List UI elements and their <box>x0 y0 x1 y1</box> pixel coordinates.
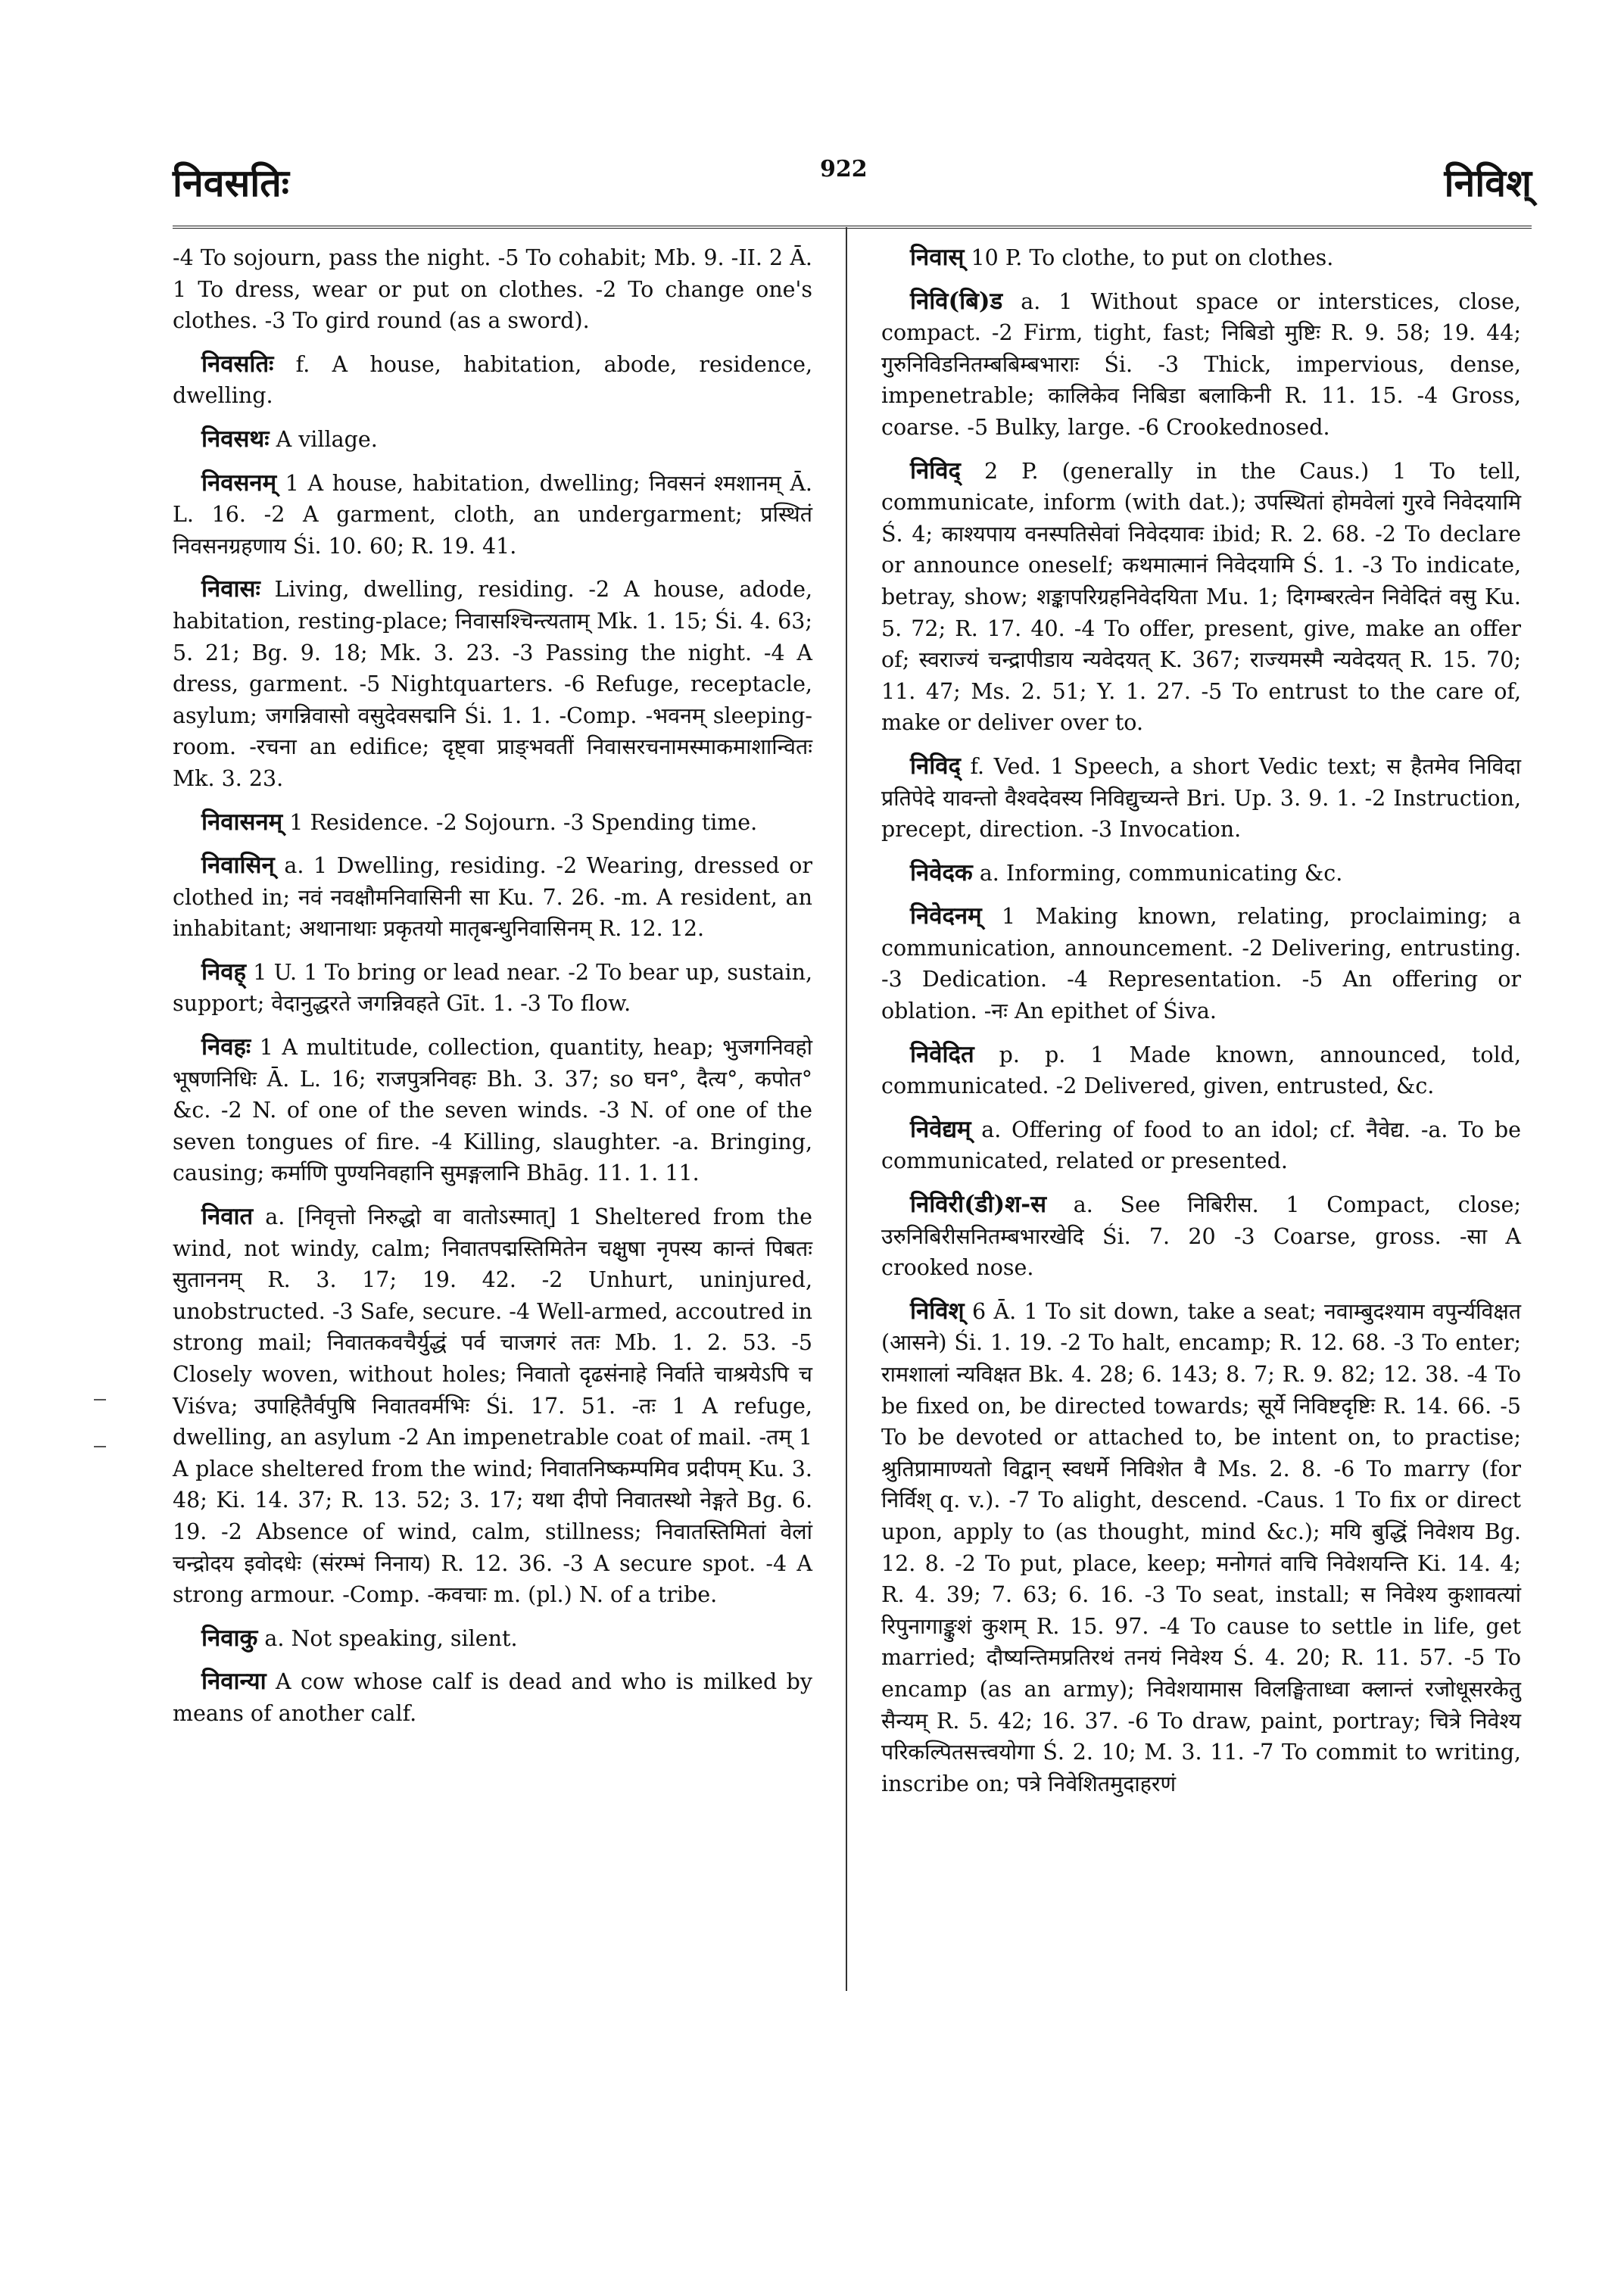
entry-headword: निविद् <box>910 752 961 780</box>
entry-headword: निवसथः <box>201 425 270 453</box>
entry <box>173 349 812 412</box>
entry-text: a. Not speaking, silent. <box>264 1625 518 1651</box>
entry <box>173 957 812 1020</box>
entry-text: a. 1 Without space or interstices, close, compact. -2 Firm, tight, fast; निबिडो मुष्टिः R. 9. 58; 19. 44; गुरुनिविडनितम्बबिम्बभाराः Śi. -3 Thick, impervious, dense, impenetrable; कालिकेव निबिडा बलाकिनी R. 11. 15. -4 Gross, coarse. -5 Bulky, large. -6 Crookednosed. <box>881 288 1521 440</box>
entry-headword: निवेदित <box>910 1040 974 1068</box>
entry-text: A village. <box>276 426 378 452</box>
entry <box>881 1296 1521 1800</box>
entry-text: 1 Making known, relating, proclaiming; a communication, announcement. -2 Delivering, entrusting. -3 Dedication. -4 Representation. -5 An offering or oblation. -नः An epithet of Śiva. <box>881 904 1521 1024</box>
entry <box>173 242 812 337</box>
entry-headword: निविरी(डी)श-स <box>910 1191 1047 1219</box>
entry <box>881 901 1521 1027</box>
entry <box>173 1623 812 1655</box>
entry <box>173 1666 812 1729</box>
entry-text: 2 P. (generally in the Caus.) 1 To tell, communicate, inform (with dat.); उपस्थितां होमवेलां गुरवे निवेदयामि Ś. 4; काश्यपाय वनस्पतिसेवां निवेदयावः ibid; R. 2. 68. -2 To declare or announce oneself; कथमात्मानं निवेदयामि Ś. 1. -3 To indicate, betray, show; शङ्कापरिग्रहनिवेदयिता Mu. 1; दिगम्बरत्वेन निवेदितं वसु Ku. 5. 72; R. 17. 40. -4 To offer, present, give, make an offer of; स्वराज्यं चन्द्रापीडाय न्यवेदयत् K. 367; राज्यमस्मै न्यवेदयत् R. 15. 70; 11. 47; Ms. 2. 51; Y. 1. 27. -5 To entrust to the care of, make or deliver over to. <box>881 458 1521 736</box>
entry-text: 10 P. To clothe, to put on clothes. <box>971 245 1334 270</box>
entry-headword: निवसतिः <box>201 350 274 378</box>
entry <box>881 456 1521 739</box>
entry <box>881 1114 1521 1177</box>
entry-headword: निवास् <box>910 244 965 271</box>
entry <box>881 1039 1521 1102</box>
entry-headword: निवहः <box>201 1033 251 1061</box>
entry-text: 1 U. 1 To bring or lead near. -2 To bear up, sustain, support; वेदानुद्धरते जगन्निवहते Gīt. 1. -3 To flow. <box>173 959 813 1017</box>
entry <box>173 850 812 945</box>
entry <box>881 1189 1521 1284</box>
page-header <box>173 148 1532 217</box>
entry-text: A cow whose calf is dead and who is milked by means of another calf. <box>173 1669 812 1726</box>
entry-headword: निवेद्यम् <box>910 1115 971 1143</box>
entry-text: Living, dwelling, residing. -2 A house, adode, habitation, resting-place; निवासश्चिन्त्यताम् Mk. 1. 15; Śi. 4. 63; 5. 21; Bg. 9. 18; Mk. 3. 23. -3 Passing the night. -4 A dress, garment. -5 Nightquarters. -6 Refuge, receptacle, asylum; जगन्निवासो वसुदेवसद्मनि Śi. 1. 1. -Comp. -भवनम् sleeping-room. -रचना an edifice; दृष्ट्वा प्राङ्भवतीं निवासरचनामस्माकमाशान्वितः Mk. 3. 23. <box>173 577 813 791</box>
entry-headword: निवह् <box>201 958 246 986</box>
entry <box>173 424 812 456</box>
entry-headword: निविद् <box>910 456 961 484</box>
entry-text: a. [निवृत्तो निरुद्धो वा वातोऽस्मात्] 1 Sheltered from the wind, not windy, calm; निवातपद्मस्तिमितेन चक्षुषा नृपस्य कान्तं पिबतः सुताननम् R. 3. 17; 19. 42. -2 Unhurt, uninjured, unobstructed. -3 Safe, secure. -4 Well-armed, accoutred in strong mail; निवातकवचैर्युद्धं पर्व चाजगरं ततः Mb. 1. 2. 53. -5 Closely woven, without holes; निवातो दृढसंनाहे निर्वाते चाश्रयेऽपि च Viśva; उपाहितैर्वपुषि निवातवर्मभिः Śi. 17. 51. -तः 1 A refuge, dwelling, an asylum -2 An impenetrable coat of mail. -तम् 1 A place sheltered from the wind; निवातनिष्कम्पमिव प्रदीपम् Ku. 3. 48; Ki. 14. 37; R. 13. 52; 3. 17; यथा दीपो निवातस्थो नेङ्गते Bg. 6. 19. -2 Absence of wind, calm, stillness; निवातस्तिमितां वेलां चन्द्रोदय इवोदधेः (संरम्भं निनाय) R. 12. 36. -3 A secure spot. -4 A strong armour. -Comp. -कवचाः m. (pl.) N. of a tribe. <box>173 1204 812 1608</box>
entry-text: -4 To sojourn, pass the night. -5 To cohabit; Mb. 9. -II. 2 Ā. 1 To dress, wear or put on clothes. -2 To change one's clothes. -3 To gird round (as a sword). <box>173 245 812 334</box>
entry <box>173 1032 812 1189</box>
entry-headword: निवासनम् <box>201 808 283 836</box>
entry <box>881 242 1521 274</box>
entry <box>173 807 812 839</box>
entry <box>173 1201 812 1611</box>
entry-headword: निवसनम् <box>201 469 277 497</box>
entry-text: a. 1 Dwelling, residing. -2 Wearing, dressed or clothed in; नवं नवक्षौमनिवासिनी सा Ku. 7. 26. -m. A resident, an inhabitant; अथानाथाः प्रकृतयो मातृबन्धुनिवासिनम् R. 12. 12. <box>173 853 813 942</box>
right-running-headword: निविश् <box>1444 160 1532 205</box>
entry-text: f. Ved. 1 Speech, a short Vedic text; स हैतमेव निविदा प्रतिपेदे यावन्तो वैश्वदेवस्य निविद्युच्यन्ते Bri. Up. 3. 9. 1. -2 Instruction, precept, direction. -3 Invocation. <box>881 753 1521 843</box>
entry-text: f. A house, habitation, abode, residence, dwelling. <box>173 351 812 409</box>
entry-headword: निवि(बि)ड <box>910 287 1003 315</box>
entry-text: a. Offering of food to an idol; cf. नैवेद्य. -a. To be communicated, related or presented. <box>881 1117 1521 1174</box>
entry-headword: निवाकु <box>201 1624 258 1652</box>
entry <box>881 286 1521 444</box>
page-number: 922 <box>820 156 868 182</box>
entry <box>881 858 1521 889</box>
entry-headword: निवात <box>201 1203 254 1231</box>
right-column <box>881 242 1521 1812</box>
left-running-headword: निवसतिः <box>173 160 289 205</box>
entry-headword: निवान्या <box>201 1668 267 1696</box>
entry <box>173 468 812 562</box>
entry-text: 1 Residence. -2 Sojourn. -3 Spending time. <box>289 809 758 835</box>
entry-headword: निवेदक <box>910 858 973 886</box>
header-rule <box>173 226 1532 229</box>
column-divider <box>846 227 847 1991</box>
left-column <box>173 242 812 1742</box>
entry-headword: निवेदनम् <box>910 902 982 930</box>
entry <box>881 751 1521 846</box>
entry-headword: निवासः <box>201 575 260 603</box>
entry-headword: निवासिन् <box>201 852 275 880</box>
entry-text: 1 A house, habitation, dwelling; निवसनं श्मशानम् Ā. L. 16. -2 A garment, cloth, an undergarment; प्रस्थितं निवसनग्रहणाय Śi. 10. 60; R. 19. 41. <box>173 470 812 559</box>
entry-text: 1 A multitude, collection, quantity, heap; भुजगनिवहो भूषणनिधिः Ā. L. 16; राजपुत्रनिवहः Bh. 3. 37; so घन°, दैत्य°, कपोत° &c. -2 N. of one of the seven winds. -3 N. of one of the seven tongues of fire. -4 Killing, slaughter. -a. Bringing, causing; कर्माणि पुण्यनिवहानि सुमङ्गलानि Bhāg. 11. 1. 11. <box>173 1035 813 1186</box>
entry-text: p. p. 1 Made known, announced, told, communicated. -2 Delivered, given, entrusted, &c. <box>881 1042 1522 1099</box>
entry-text: a. See निबिरीस. 1 Compact, close; उरुनिबिरीसनितम्बभारखेदि Śi. 7. 20 -3 Coarse, gross. -सा A crooked nose. <box>881 1192 1522 1281</box>
entry-text: 6 Ā. 1 To sit down, take a seat; नवाम्बुदश्याम वपुर्न्यविक्षत (आसने) Śi. 1. 19. -2 To halt, encamp; R. 12. 68. -3 To enter; रामशालां न्यविक्षत Bk. 4. 28; 6. 143; 8. 7; R. 9. 82; 12. 38. -4 To be fixed on, be directed towards; सूर्ये निविष्टदृष्टिः R. 14. 66. -5 To be devoted or attached to, be intent on, to practise; श्रुतिप्रामाण्यतो विद्वान् स्वधर्मे निविशेत वै Ms. 2. 8. -6 To marry (for निर्विश् q. v.). -7 To alight, descend. -Caus. 1 To fix or direct upon, apply to (as thought, mind &c.); मयि बुद्धिं निवेशय Bg. 12. 8. -2 To put, place, keep; मनोगतं वाचि निवेशयन्ति Ki. 14. 4; R. 4. 39; 7. 63; 6. 16. -3 To seat, install; स निवेश्य कुशावत्यां रिपुनागाङ्कुशं कुशम् R. 15. 97. -4 To cause to settle in life, get married; दौष्यन्तिमप्रतिरथं तनयं निवेश्य Ś. 4. 20; R. 11. 57. -5 To encamp (as an army); निवेशयामास विलङ्घिताध्वा क्लान्तं रजोधूसरकेतु सैन्यम् R. 5. 42; 16. 37. -6 To draw, paint, portray; चित्रे निवेश्य परिकल्पितसत्त्वयोगा Ś. 2. 10; M. 3. 11. -7 To commit to writing, inscribe on; पत्रे निवेशितमुदाहरणं <box>881 1298 1521 1796</box>
margin-mark <box>94 1399 106 1447</box>
entry-text: a. Informing, communicating &c. <box>979 860 1343 886</box>
entry <box>173 574 812 794</box>
entry-headword: निविश् <box>910 1297 965 1325</box>
